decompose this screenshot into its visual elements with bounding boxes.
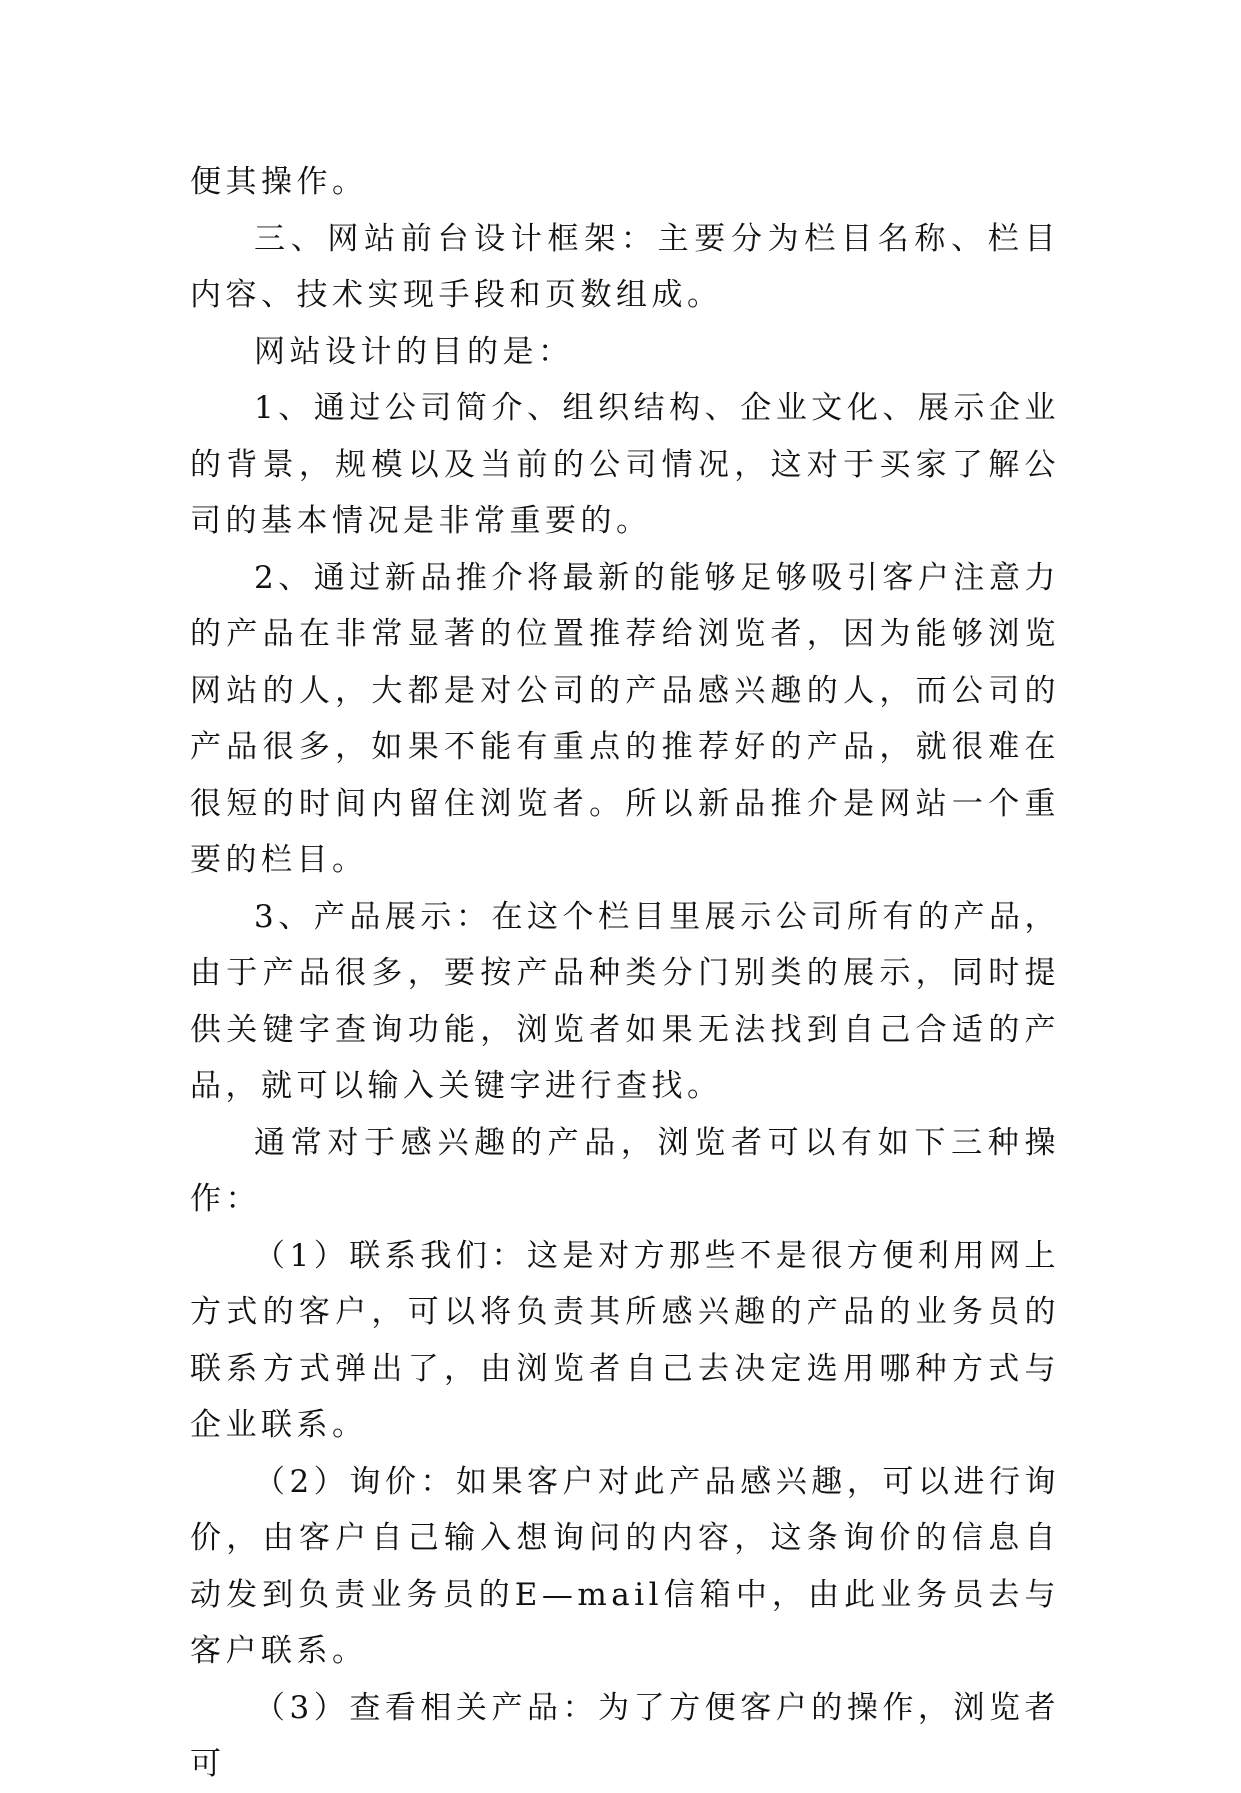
paragraph: （2）询价：如果客户对此产品感兴趣，可以进行询价，由客户自己输入想询问的内容，这条询价的信息自动发到负责业务员的E—mail信箱中，由此业务员去与客户联系。 — [190, 1463, 1060, 1669]
paragraph: 2、通过新品推介将最新的能够足够吸引客户注意力的产品在非常显著的位置推荐给浏览者，因为能够浏览网站的人，大都是对公司的产品感兴趣的人，而公司的产品很多，如果不能有重点的推荐好的产品，就很难在很短的时间内留住浏览者。所以新品推介是网站一个重要的栏目。 — [190, 559, 1060, 878]
body-text — [190, 154, 1060, 1793]
paragraph: 三、网站前台设计框架：主要分为栏目名称、栏目内容、技术实现手段和页数组成。 — [190, 220, 1060, 313]
paragraph: （1）联系我们：这是对方那些不是很方便利用网上方式的客户，可以将负责其所感兴趣的产品的业务员的联系方式弹出了，由浏览者自己去决定选用哪种方式与企业联系。 — [190, 1237, 1060, 1443]
paragraph: （3）查看相关产品：为了方便客户的操作，浏览者可 — [190, 1689, 1060, 1782]
paragraph: 便其操作。 — [190, 164, 368, 200]
paragraph: 3、产品展示：在这个栏目里展示公司所有的产品，由于产品很多，要按产品种类分门别类的展示，同时提供关键字查询功能，浏览者如果无法找到自己合适的产品，就可以输入关键字进行查找。 — [190, 898, 1060, 1104]
paragraph: 网站设计的目的是： — [254, 333, 574, 370]
paragraph: 通常对于感兴趣的产品，浏览者可以有如下三种操作： — [190, 1124, 1060, 1217]
paragraph: 1、通过公司简介、组织结构、企业文化、展示企业的背景，规模以及当前的公司情况，这对于买家了解公司的基本情况是非常重要的。 — [190, 390, 1060, 539]
